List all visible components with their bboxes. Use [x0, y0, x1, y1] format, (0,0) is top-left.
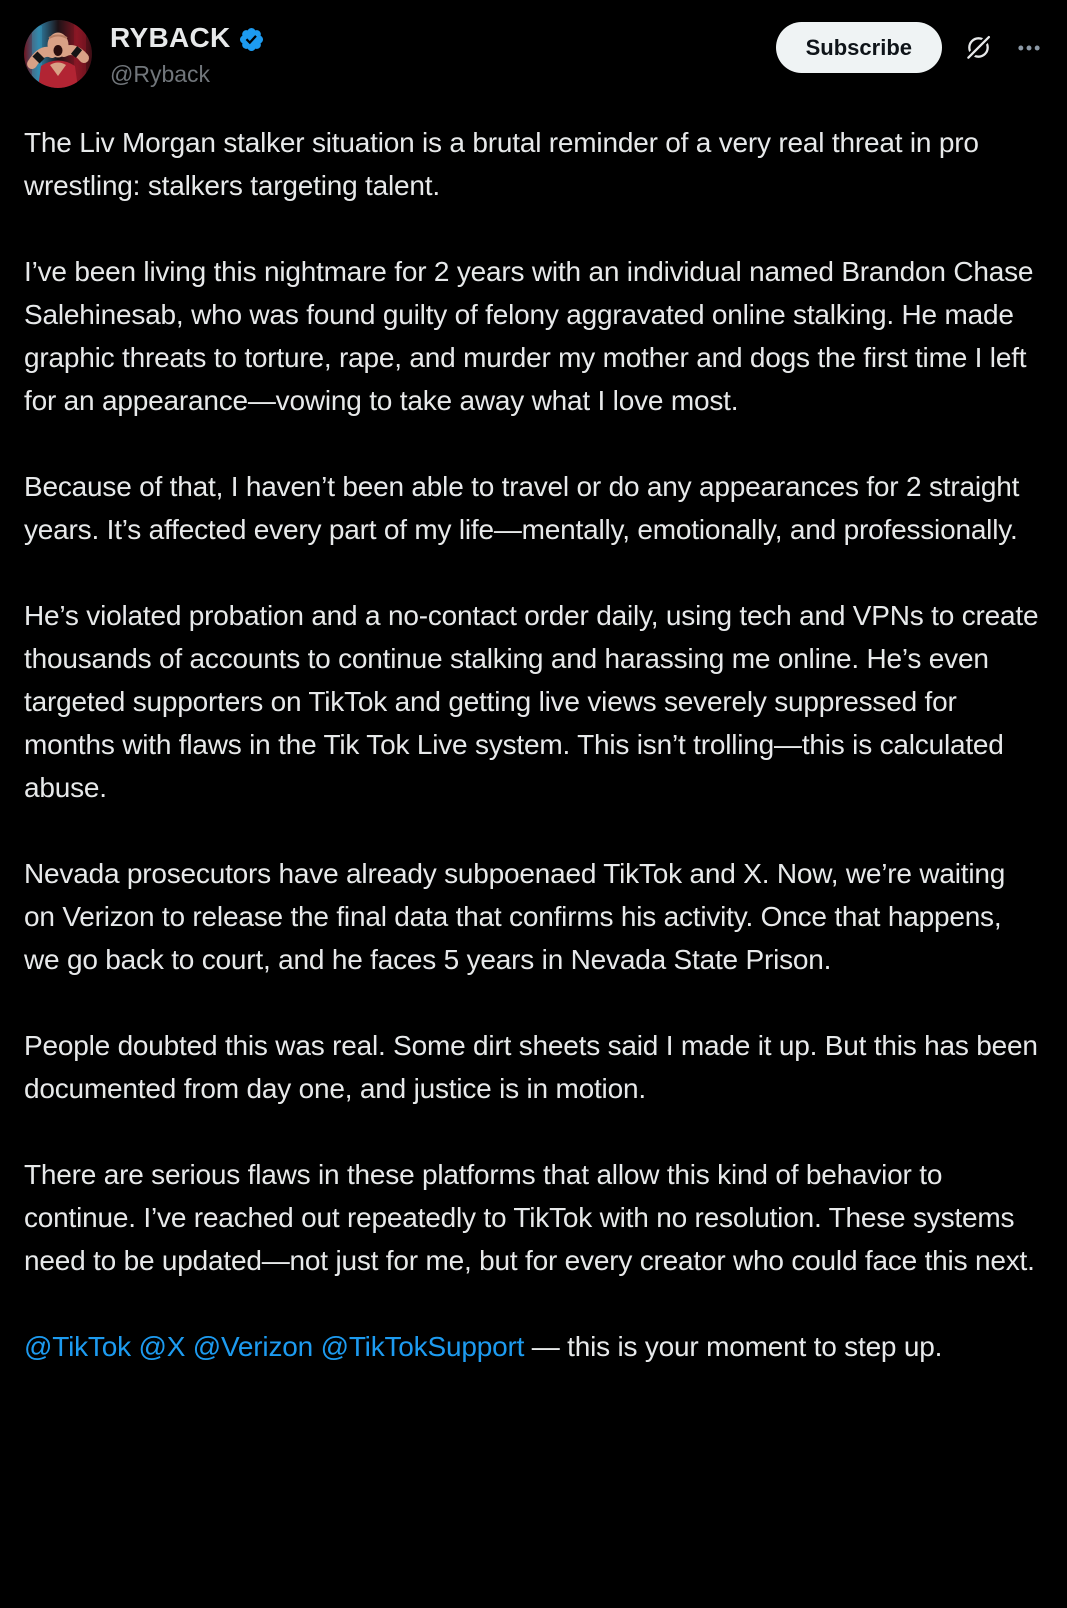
- avatar[interactable]: [24, 20, 92, 88]
- post-paragraph-final: [24, 1325, 1043, 1368]
- post-paragraph: I’ve been living this nightmare for 2 years with an individual named Brandon Chase Salehinesab, who was found guilty of felony aggravated online stalking. He made graphic threats to torture, rape, and murder my mother and dogs the first time I left for an appearance—vowing to take away what I love most.: [24, 256, 1034, 416]
- post-paragraph: The Liv Morgan stalker situation is a brutal reminder of a very real threat in pro wrestling: stalkers targeting talent.: [24, 127, 979, 201]
- verified-icon: [238, 26, 265, 53]
- post-final-text: — this is your moment to step up.: [531, 1331, 943, 1362]
- header-actions: [776, 20, 1043, 73]
- mention-verizon[interactable]: @Verizon: [192, 1331, 313, 1362]
- mention-tiktoksupport[interactable]: @TikTokSupport: [320, 1331, 525, 1362]
- user-identity: [110, 20, 265, 88]
- post-header: [24, 20, 1043, 88]
- more-icon[interactable]: [1015, 34, 1043, 62]
- subscribe-button[interactable]: Subscribe: [776, 22, 942, 73]
- post-paragraph: There are serious flaws in these platforms that allow this kind of behavior to continue. I’ve reached out repeatedly to TikTok with no resolution. These systems need to be updated—not just for me, but for every creator who could face this next.: [24, 1159, 1035, 1276]
- post-paragraph: Because of that, I haven’t been able to travel or do any appearances for 2 straight years. It’s affected every part of my life—mentally, emotionally, and professionally.: [24, 471, 1020, 545]
- grok-icon[interactable]: [964, 33, 993, 62]
- post-paragraph: He’s violated probation and a no-contact order daily, using tech and VPNs to create thousands of accounts to continue stalking and harassing me online. He’s even targeted supporters on TikTok and getting live views severely suppressed for months with flaws in the Tik Tok Live system. This isn’t trolling—this is calculated abuse.: [24, 600, 1039, 803]
- post-text: [24, 121, 1043, 1368]
- post-paragraph: People doubted this was real. Some dirt sheets said I made it up. But this has been documented from day one, and justice is in motion.: [24, 1030, 1038, 1104]
- mention-x[interactable]: @X: [138, 1331, 186, 1362]
- mention-tiktok[interactable]: @TikTok: [24, 1331, 131, 1362]
- avatar-image: [24, 20, 92, 88]
- user-handle[interactable]: @Ryback: [110, 61, 211, 87]
- display-name[interactable]: RYBACK: [110, 22, 231, 53]
- post-paragraph: Nevada prosecutors have already subpoenaed TikTok and X. Now, we’re waiting on Verizon to release the final data that confirms his activity. Once that happens, we go back to court, and he faces 5 years in Nevada State Prison.: [24, 858, 1006, 975]
